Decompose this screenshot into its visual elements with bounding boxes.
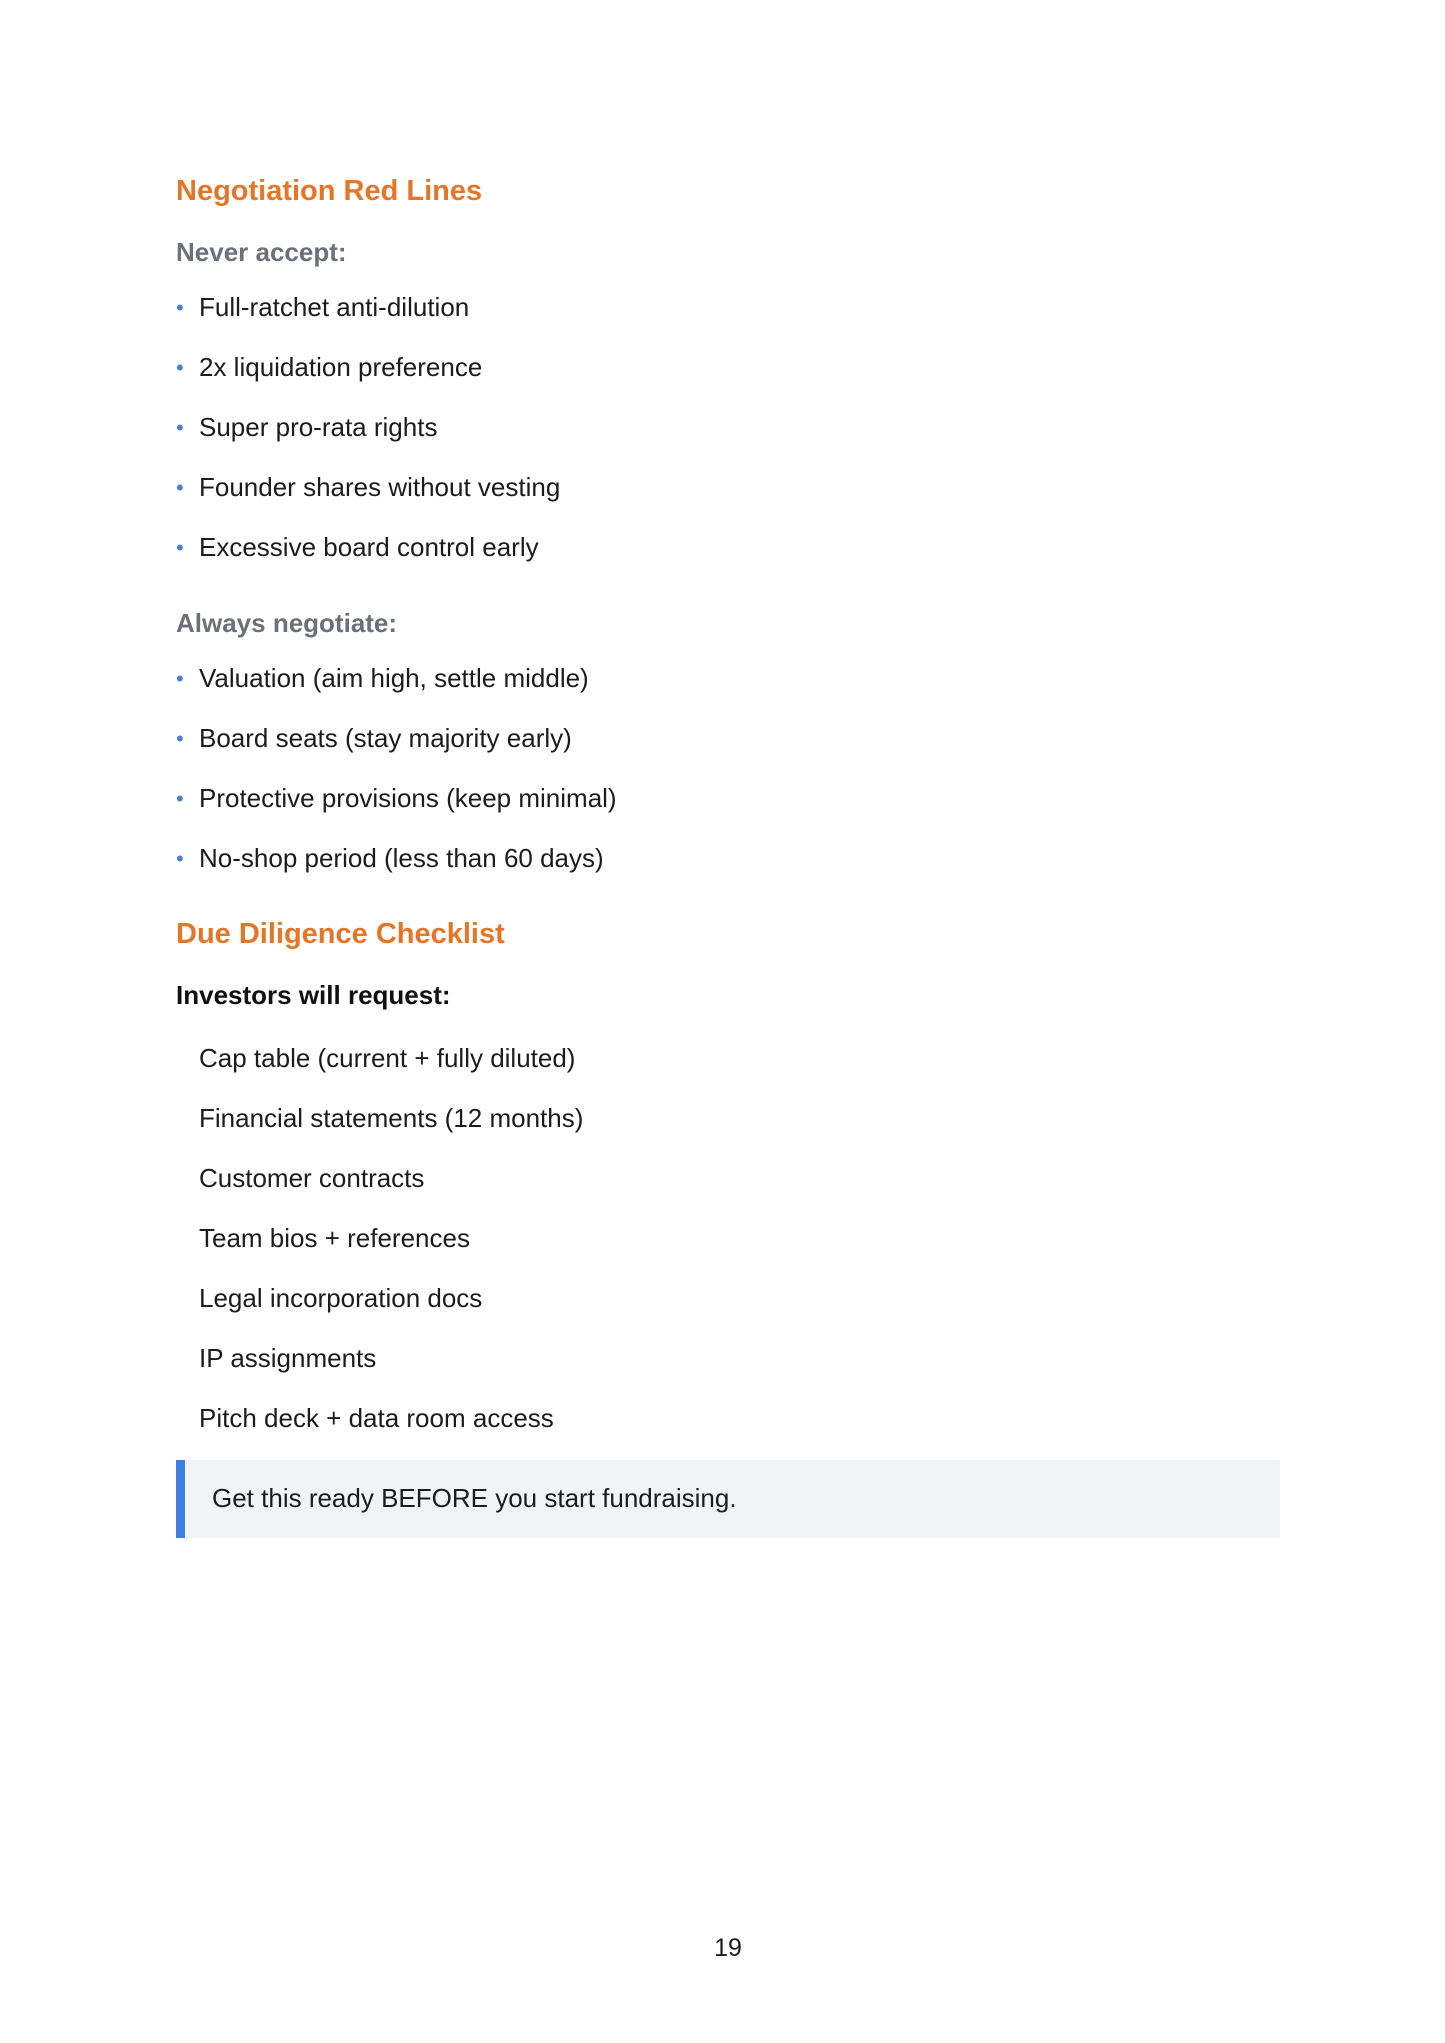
bullet-icon: • <box>176 846 184 871</box>
bullet-icon: • <box>176 666 184 691</box>
list-item-text: Protective provisions (keep minimal) <box>199 783 617 813</box>
list-item-text: Legal incorporation docs <box>199 1283 483 1313</box>
never-accept-label: Never accept: <box>176 237 347 267</box>
list-item-text: No-shop period (less than 60 days) <box>199 843 604 873</box>
investors-will-request-label: Investors will request: <box>176 980 451 1010</box>
list-item-text: IP assignments <box>199 1343 377 1373</box>
list-item-text: 2x liquidation preference <box>199 352 483 382</box>
list-item-text: Founder shares without vesting <box>199 472 561 502</box>
bullet-icon: • <box>176 475 184 500</box>
bullet-icon: • <box>176 786 184 811</box>
callout-box <box>176 1460 1280 1538</box>
page-number: 19 <box>714 1934 742 1962</box>
document-page <box>176 0 1280 2043</box>
callout-text: Get this ready BEFORE you start fundraising. <box>212 1483 737 1513</box>
list-item-text: Excessive board control early <box>199 532 539 562</box>
list-item-text: Team bios + references <box>199 1223 470 1253</box>
always-negotiate-label: Always negotiate: <box>176 608 398 638</box>
bullet-icon: • <box>176 415 184 440</box>
list-item-text: Financial statements (12 months) <box>199 1103 584 1133</box>
list-item-text: Board seats (stay majority early) <box>199 723 572 753</box>
bullet-icon: • <box>176 355 184 380</box>
list-item-text: Full-ratchet anti-dilution <box>199 292 470 322</box>
bullet-icon: • <box>176 726 184 751</box>
due-diligence-heading: Due Diligence Checklist <box>176 918 505 950</box>
list-item-text: Pitch deck + data room access <box>199 1403 554 1433</box>
list-item-text: Customer contracts <box>199 1163 425 1193</box>
list-item-text: Valuation (aim high, settle middle) <box>199 663 589 693</box>
negotiation-red-lines-heading: Negotiation Red Lines <box>176 175 483 207</box>
bullet-icon: • <box>176 295 184 320</box>
bullet-icon: • <box>176 535 184 560</box>
list-item-text: Cap table (current + fully diluted) <box>199 1043 576 1073</box>
list-item-text: Super pro-rata rights <box>199 412 438 442</box>
